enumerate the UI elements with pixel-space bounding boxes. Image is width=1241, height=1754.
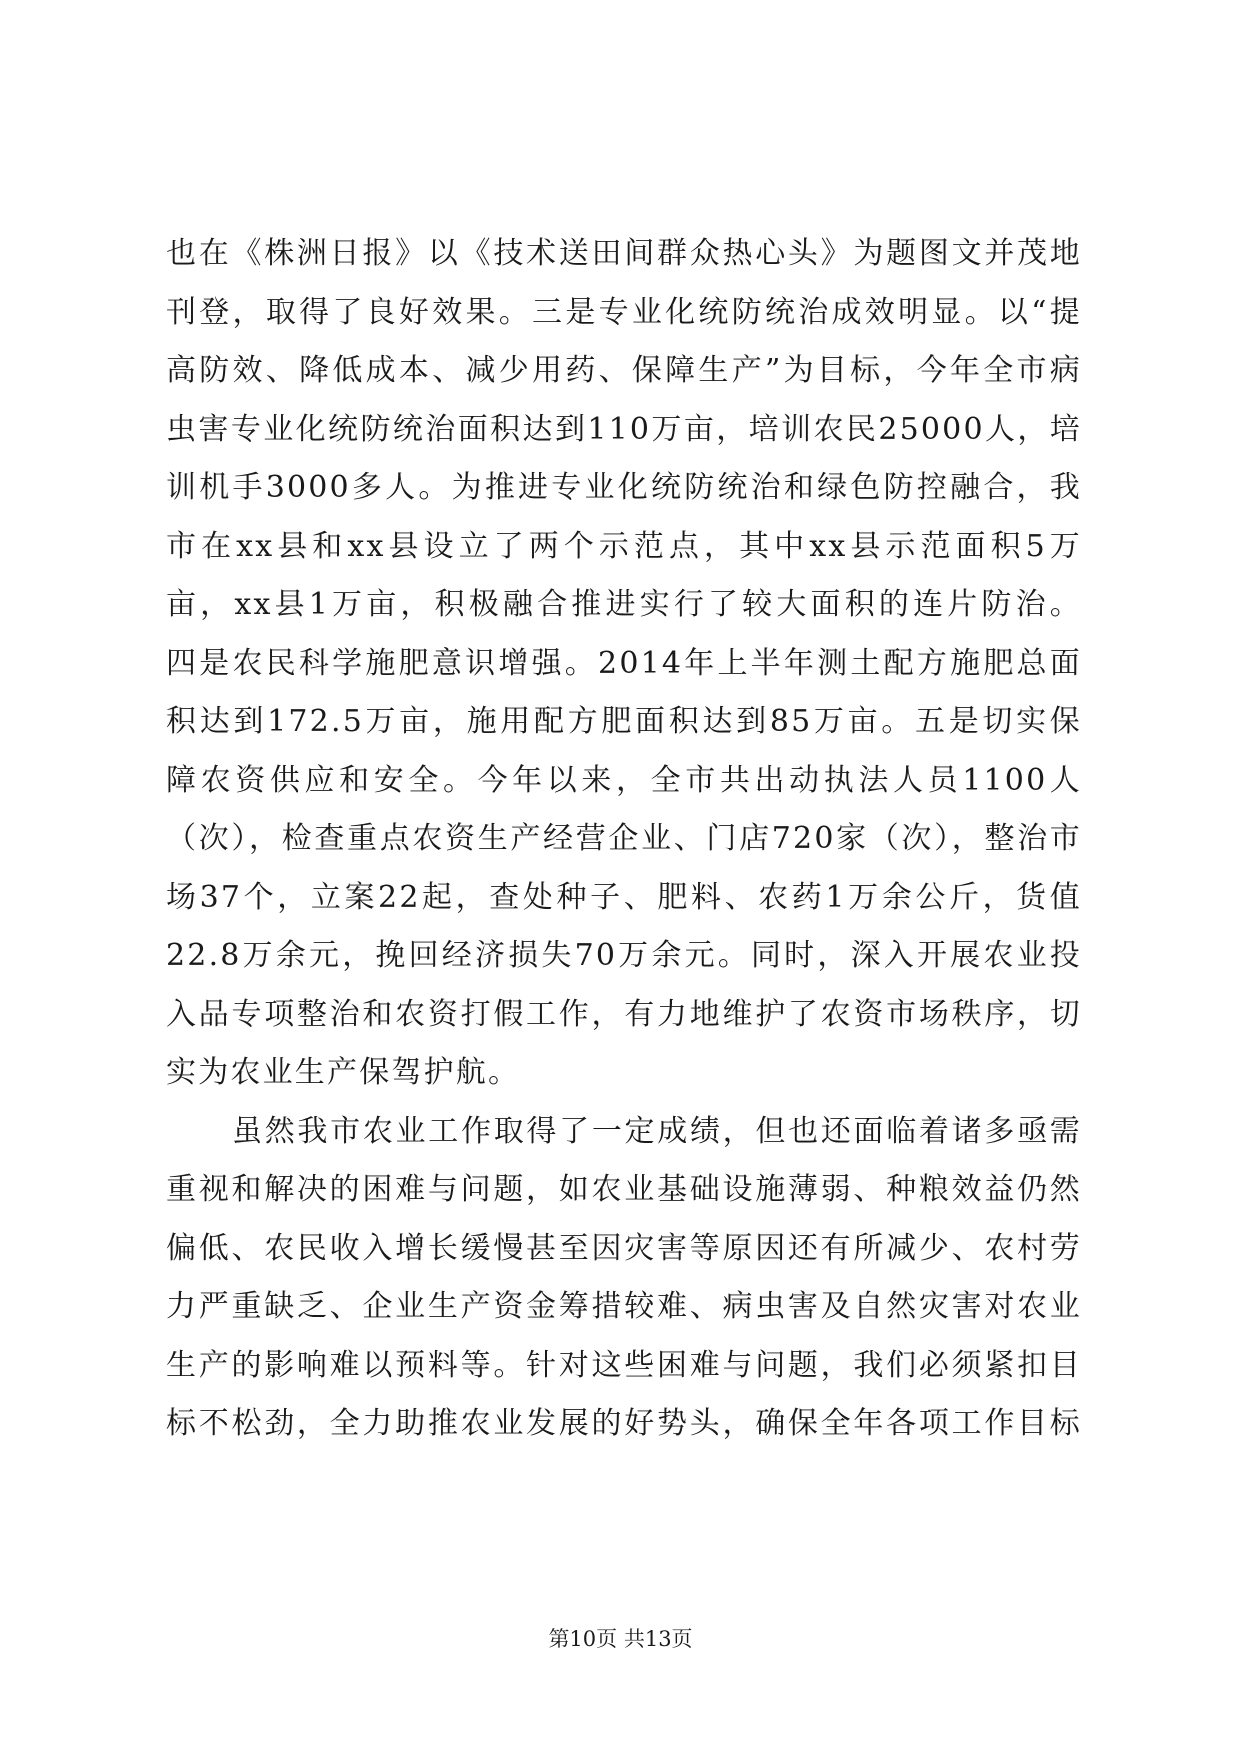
text-line: （次），检查重点农资生产经营企业、门店720家（次），整治市 — [166, 821, 1082, 856]
text-line: 市在xx县和xx县设立了两个示范点，其中xx县示范面积5万 — [166, 528, 1082, 564]
text-line: 22.8万余元，挽回经济损失70万余元。同时，深入开展农业投 — [166, 938, 1082, 973]
text-line: 四是农民科学施肥意识增强。2014年上半年测土配方施肥总面 — [166, 645, 1082, 681]
paragraph-2 — [166, 1103, 1082, 1454]
text-line: 标不松劲，全力助推农业发展的好势头，确保全年各项工作目标 — [166, 1406, 1082, 1441]
text-line: 实为农业生产保驾护航。 — [166, 1055, 521, 1090]
text-line: 高防效、降低成本、减少用药、保障生产”为目标，今年全市病 — [166, 353, 1082, 388]
text-line: 积达到172.5万亩，施用配方肥面积达到85万亩。五是切实保 — [166, 704, 1082, 739]
text-line: 偏低、农民收入增长缓慢甚至因灾害等原因还有所减少、农村劳 — [166, 1230, 1082, 1266]
text-line: 障农资供应和安全。今年以来，全市共出动执法人员1100人 — [166, 762, 1082, 798]
text-line: 刊登，取得了良好效果。三是专业化统防统治成效明显。以“提 — [166, 294, 1082, 330]
text-line: 亩，xx县1万亩，积极融合推进实行了较大面积的连片防治。 — [166, 587, 1082, 622]
page-number-footer: 第10页 共13页 — [548, 1627, 693, 1651]
text-line: 也在《株洲日报》以《技术送田间群众热心头》为题图文并茂地 — [166, 236, 1082, 271]
text-line: 训机手3000多人。为推进专业化统防统治和绿色防控融合，我 — [166, 470, 1082, 505]
text-line: 虫害专业化统防统治面积达到110万亩，培训农民25000人，培 — [166, 411, 1082, 447]
paragraph-1 — [166, 225, 1082, 1103]
text-line: 场37个，立案22起，查处种子、肥料、农药1万余公斤，货值 — [166, 879, 1082, 915]
text-line: 重视和解决的困难与问题，如农业基础设施薄弱、种粮效益仍然 — [166, 1172, 1082, 1207]
body-text — [166, 225, 1082, 1454]
text-line: 生产的影响难以预料等。针对这些困难与问题，我们必须紧扣目 — [166, 1347, 1082, 1383]
text-line: 虽然我市农业工作取得了一定成绩，但也还面临着诸多亟需 — [232, 1113, 1082, 1149]
text-line: 力严重缺乏、企业生产资金筹措较难、病虫害及自然灾害对农业 — [166, 1289, 1082, 1324]
text-line: 入品专项整治和农资打假工作，有力地维护了农资市场秩序，切 — [166, 996, 1082, 1032]
